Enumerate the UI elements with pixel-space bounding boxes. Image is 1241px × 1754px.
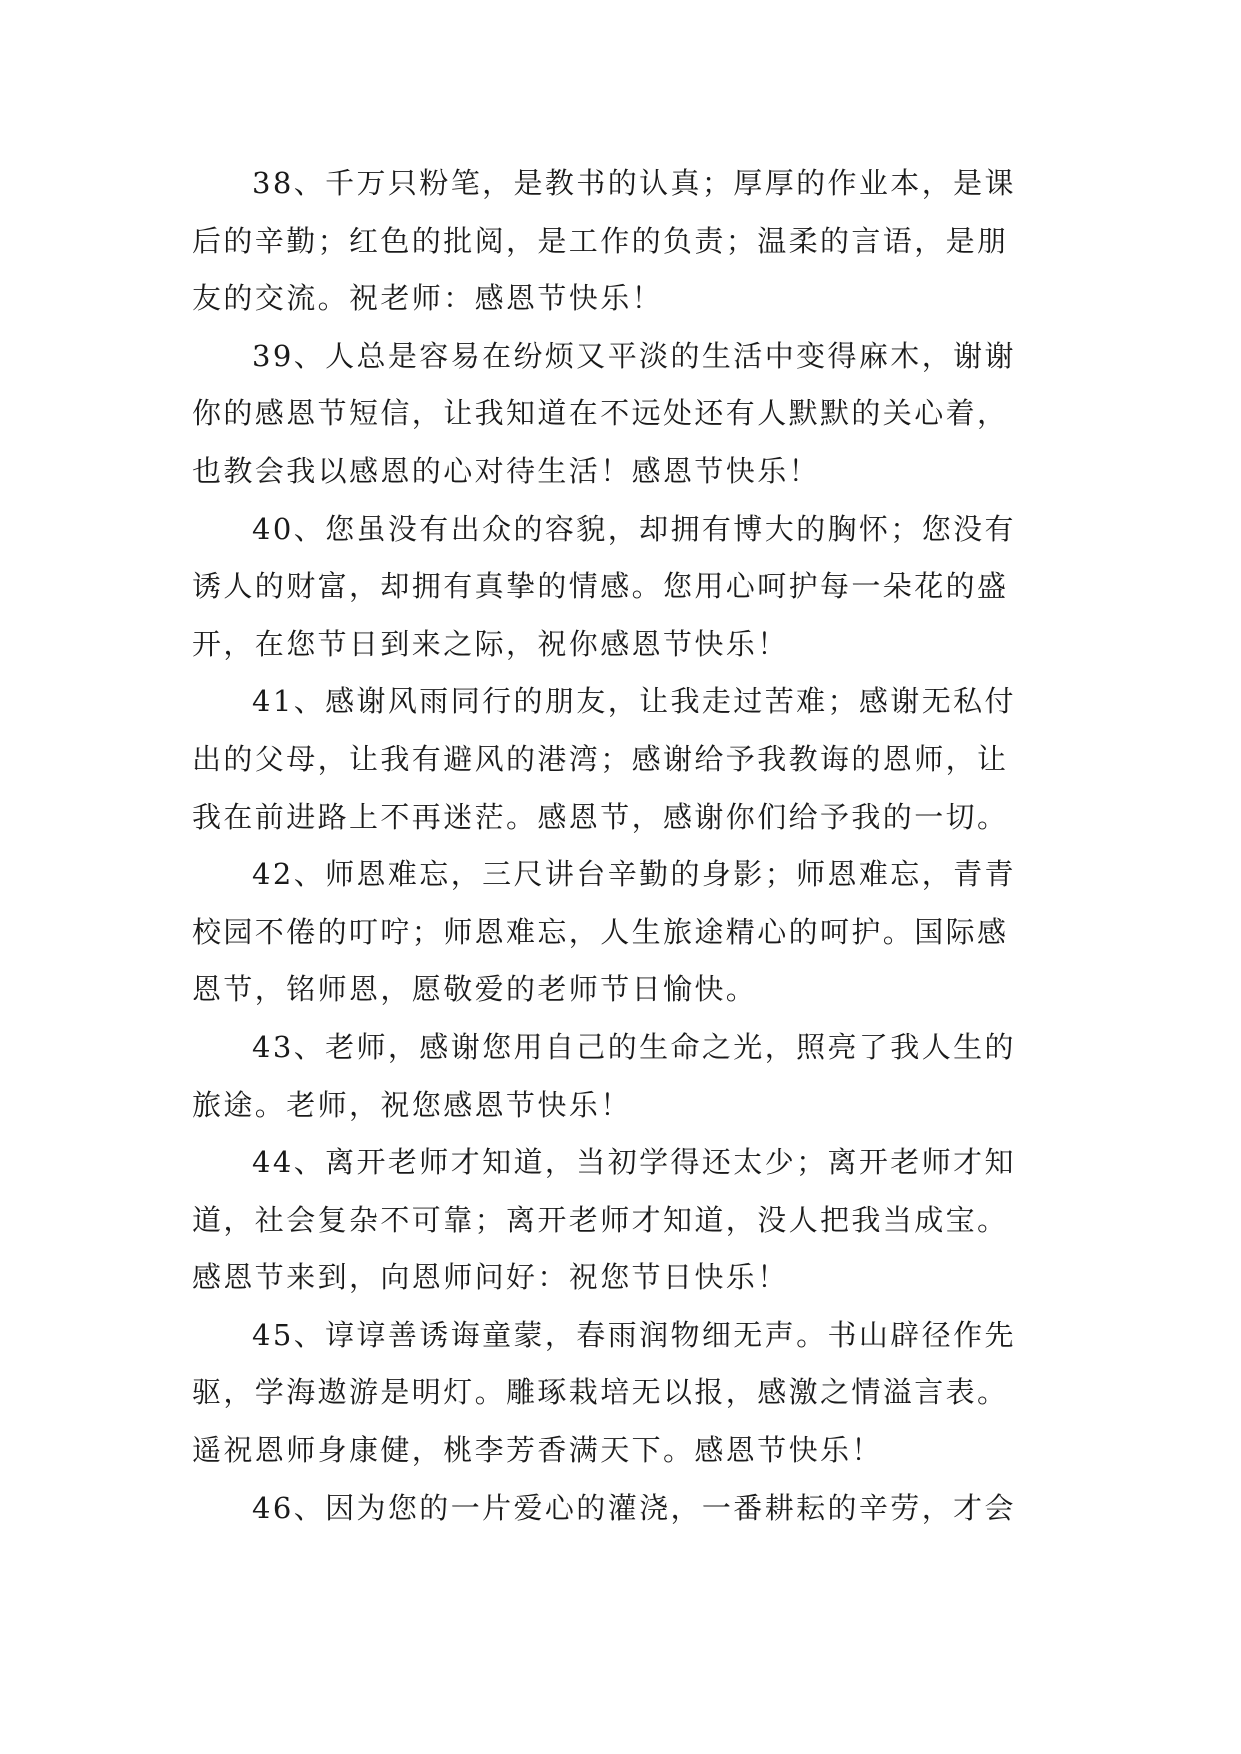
text-line: 校园不倦的叮咛；师恩难忘，人生旅途精心的呵护。国际感 (192, 914, 1009, 949)
text-line: 43、老师，感谢您用自己的生命之光，照亮了我人生的 (252, 1029, 1016, 1064)
text-line: 38、千万只粉笔，是教书的认真；厚厚的作业本，是课 (252, 166, 1016, 200)
text-line: 39、人总是容易在纷烦又平淡的生活中变得麻木，谢谢 (252, 338, 1016, 373)
text-line: 42、师恩难忘，三尺讲台辛勤的身影；师恩难忘，青青 (252, 857, 1016, 892)
paragraph-40 (192, 501, 1062, 674)
paragraph-38 (192, 155, 1062, 328)
text-line: 诱人的财富，却拥有真挚的情感。您用心呵护每一朵花的盛 (192, 569, 1009, 604)
text-line: 44、离开老师才知道，当初学得还太少；离开老师才知 (252, 1145, 1016, 1180)
text-line: 驱，学海遨游是明灯。雕琢栽培无以报，感激之情溢言表。 (192, 1375, 1009, 1410)
text-line: 友的交流。祝老师：感恩节快乐！ (192, 281, 664, 316)
paragraph-41 (192, 673, 1062, 846)
text-line: 遥祝恩师身康健，桃李芳香满天下。感恩节快乐！ (192, 1433, 883, 1468)
text-line: 道，社会复杂不可靠；离开老师才知道，没人把我当成宝。 (192, 1202, 1009, 1237)
text-line: 41、感谢风雨同行的朋友，让我走过苦难；感谢无私付 (252, 684, 1016, 719)
text-line: 你的感恩节短信，让我知道在不远处还有人默默的关心着， (192, 396, 1009, 431)
text-line: 出的父母，让我有避风的港湾；感谢给予我教诲的恩师，让 (192, 741, 1009, 776)
text-line: 感恩节来到，向恩师问好：祝您节日快乐！ (192, 1260, 789, 1295)
paragraph-42 (192, 846, 1062, 1019)
text-line: 开，在您节日到来之际，祝你感恩节快乐！ (192, 626, 789, 661)
paragraph-46 (192, 1480, 1062, 1538)
text-line: 40、您虽没有出众的容貌，却拥有博大的胸怀；您没有 (252, 511, 1016, 546)
text-line: 恩节，铭师恩，愿敬爱的老师节日愉快。 (192, 972, 758, 1007)
text-line: 45、谆谆善诱诲童蒙，春雨润物细无声。书山辟径作先 (252, 1317, 1016, 1352)
text-line: 我在前进路上不再迷茫。感恩节，感谢你们给予我的一切。 (192, 799, 1009, 834)
text-line: 也教会我以感恩的心对待生活！感恩节快乐！ (192, 453, 821, 488)
text-line: 后的辛勤；红色的批阅，是工作的负责；温柔的言语，是朋 (192, 223, 1009, 258)
document-body (192, 155, 1062, 1537)
text-line: 46、因为您的一片爱心的灌浇，一番耕耘的辛劳，才会 (252, 1490, 1016, 1525)
paragraph-45 (192, 1307, 1062, 1480)
paragraph-44 (192, 1134, 1062, 1307)
paragraph-43 (192, 1019, 1062, 1134)
text-line: 旅途。老师，祝您感恩节快乐！ (192, 1087, 632, 1122)
paragraph-39 (192, 328, 1062, 501)
